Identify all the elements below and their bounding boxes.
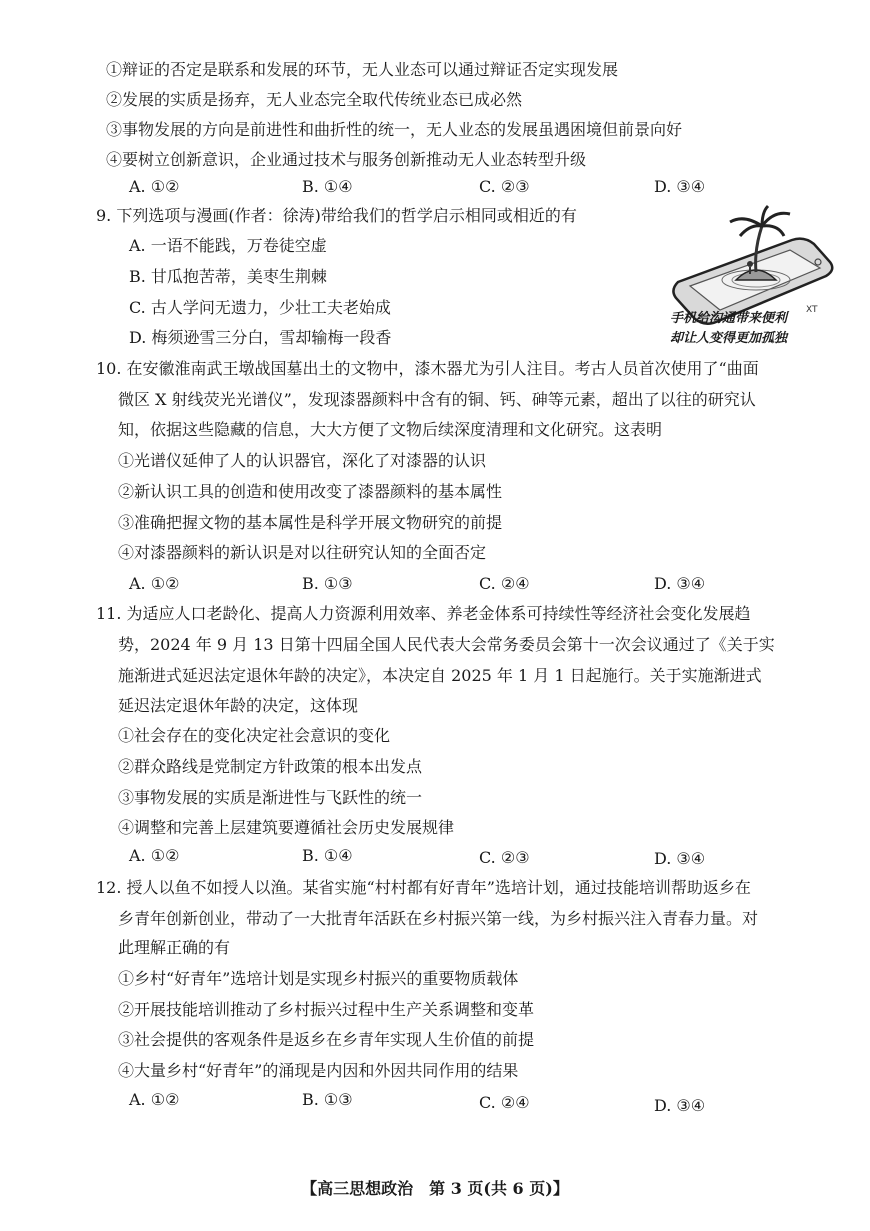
q11-stem-line-1: 11. 为适应人口老龄化、提高人力资源利用效率、养老金体系可持续性等经济社会变化发展趋 <box>96 604 751 623</box>
q12-statement-2: ②开展技能培训推动了乡村振兴过程中生产关系调整和变革 <box>118 1000 535 1019</box>
q11-statement-2: ②群众路线是党制定方针政策的根本出发点 <box>118 757 423 776</box>
q12-choice-c: C. ②④ <box>479 1093 530 1112</box>
q10-choice-c: C. ②④ <box>479 574 530 593</box>
q11-stem-line-3: 施渐进式延迟法定退休年龄的决定》，本决定自 2025 年 1 月 1 日起施行。关于实施渐进式 <box>118 666 762 685</box>
q8-statement-3: ③事物发展的方向是前进性和曲折性的统一，无人业态的发展虽遇困境但前景向好 <box>106 120 683 139</box>
q12-choice-b: B. ①③ <box>302 1090 353 1109</box>
q9-stem: 9. 下列选项与漫画(作者：徐涛)带给我们的哲学启示相同或相近的有 <box>96 206 577 225</box>
q11-choice-c: C. ②③ <box>479 848 530 867</box>
q8-statement-2: ②发展的实质是扬弃，无人业态完全取代传统业态已成必然 <box>106 90 523 109</box>
q10-stem-line-3: 知，依据这些隐藏的信息，大大方便了文物后续深度清理和文化研究。这表明 <box>118 420 663 439</box>
q10-statement-3: ③准确把握文物的基本属性是科学开展文物研究的前提 <box>118 513 503 532</box>
q12-stem-line-3: 此理解正确的有 <box>118 938 231 957</box>
q9-option-c: C. 古人学问无遗力，少壮工夫老始成 <box>129 298 391 317</box>
q10-choice-d: D. ③④ <box>654 574 706 593</box>
q9-option-b: B. 甘瓜抱苦蒂，美枣生荆棘 <box>129 267 327 286</box>
q12-statement-1: ①乡村“好青年”选培计划是实现乡村振兴的重要物质载体 <box>118 969 519 988</box>
q11-choice-d: D. ③④ <box>654 849 706 868</box>
q12-choice-d: D. ③④ <box>654 1096 706 1115</box>
q10-statement-2: ②新认识工具的创造和使用改变了漆器颜料的基本属性 <box>118 482 503 501</box>
q12-stem-line-2: 乡青年创新创业，带动了一大批青年活跃在乡村振兴第一线，为乡村振兴注入青春力量。对 <box>118 909 759 928</box>
q8-choice-c: C. ②③ <box>479 177 530 196</box>
q11-statement-1: ①社会存在的变化决定社会意识的变化 <box>118 726 391 745</box>
cartoon-caption-line-2: 却让人变得更加孤独 <box>670 331 788 346</box>
q11-stem-line-4: 延迟法定退休年龄的决定，这体现 <box>118 696 359 715</box>
q11-choice-a: A. ①② <box>129 846 180 865</box>
q12-statement-3: ③社会提供的客观条件是返乡在乡青年实现人生价值的前提 <box>118 1030 535 1049</box>
q10-stem-line-1: 10. 在安徽淮南武王墩战国墓出土的文物中，漆木器尤为引人注目。考古人员首次使用了“曲面 <box>96 359 759 378</box>
q9-option-d: D. 梅须逊雪三分白，雪却输梅一段香 <box>129 328 392 347</box>
q11-statement-3: ③事物发展的实质是渐进性与飞跃性的统一 <box>118 788 423 807</box>
q11-statement-4: ④调整和完善上层建筑要遵循社会历史发展规律 <box>118 818 455 837</box>
page-footer: 【高三思想政治 第 3 页(共 6 页)】 <box>301 1179 569 1198</box>
q12-statement-4: ④大量乡村“好青年”的涌现是内因和外因共同作用的结果 <box>118 1061 519 1080</box>
q10-choice-b: B. ①③ <box>302 574 353 593</box>
q10-stem-line-2: 微区 X 射线荧光光谱仪”，发现漆器颜料中含有的铜、钙、砷等元素，超出了以往的研究认 <box>118 390 756 409</box>
cartoon-caption-line-1: 手机给沟通带来便利 <box>670 311 788 326</box>
q9-option-a: A. 一语不能践，万卷徒空虚 <box>129 236 327 255</box>
q8-choice-a: A. ①② <box>129 177 180 196</box>
q10-choice-a: A. ①② <box>129 574 180 593</box>
q12-stem-line-1: 12. 授人以鱼不如授人以渔。某省实施“村村都有好青年”选培计划，通过技能培训帮助返乡在 <box>96 878 751 897</box>
q8-statement-1: ①辩证的否定是联系和发展的环节，无人业态可以通过辩证否定实现发展 <box>106 60 619 79</box>
q11-stem-line-2: 势，2024 年 9 月 13 日第十四届全国人民代表大会常务委员会第十一次会议通过了《关于实 <box>118 635 775 654</box>
q8-choice-d: D. ③④ <box>654 177 706 196</box>
q10-statement-4: ④对漆器颜料的新认识是对以往研究认知的全面否定 <box>118 543 487 562</box>
q8-choice-b: B. ①④ <box>302 177 353 196</box>
q12-choice-a: A. ①② <box>129 1090 180 1109</box>
q8-statement-4: ④要树立创新意识，企业通过技术与服务创新推动无人业态转型升级 <box>106 150 587 169</box>
q10-statement-1: ①光谱仪延伸了人的认识器官，深化了对漆器的认识 <box>118 451 487 470</box>
q11-choice-b: B. ①④ <box>302 846 353 865</box>
cartoon-signature: XT <box>806 305 818 315</box>
